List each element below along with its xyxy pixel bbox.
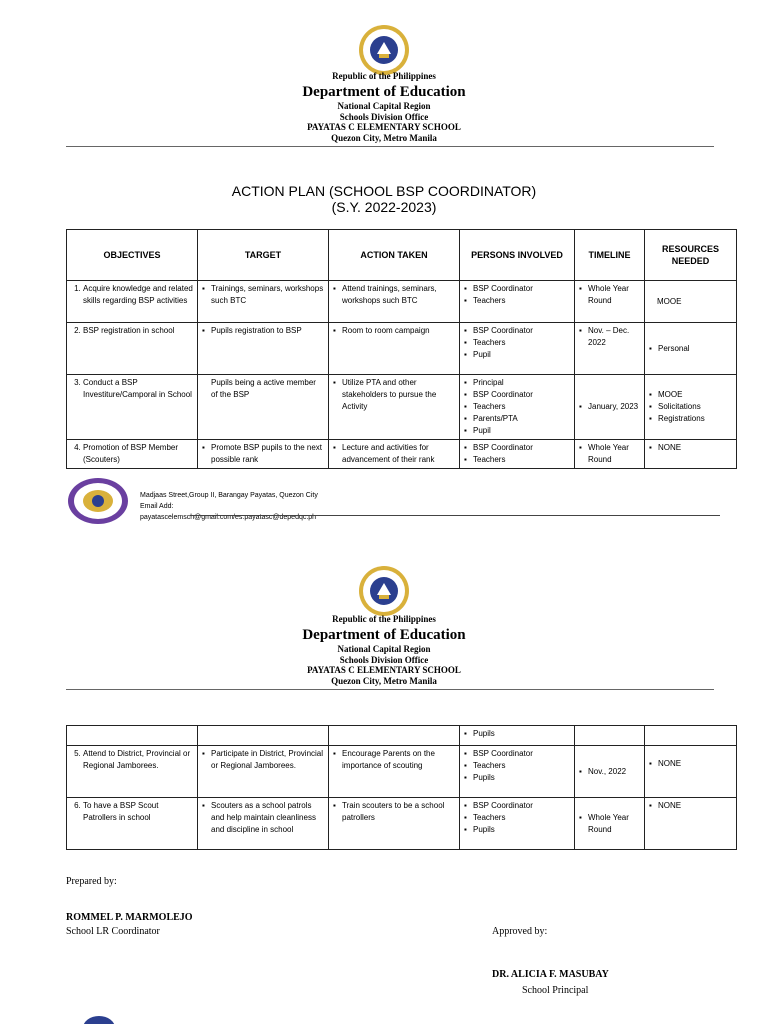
person-item: ▪ Principal xyxy=(464,377,570,389)
person-item: ▪ BSP Coordinator xyxy=(464,800,570,812)
col-persons-involved: PERSONS INVOLVED xyxy=(460,230,575,281)
header-region: National Capital Region xyxy=(337,644,431,654)
objective-text: 5. Attend to District, Provincial or Regional Jamborees. xyxy=(83,748,193,772)
person-item: ▪ BSP Coordinator xyxy=(464,325,570,337)
header-republic: Republic of the Philippines xyxy=(332,614,436,624)
person-item: ▪ Parents/PTA xyxy=(464,413,570,425)
col-action-taken: ACTION TAKEN xyxy=(329,230,460,281)
resource-text: MOOE xyxy=(657,296,682,306)
table-row xyxy=(67,375,737,440)
table-row xyxy=(67,726,737,746)
timeline-text: ▪ January, 2023 xyxy=(579,401,640,413)
footer-email-label: Email Add: xyxy=(140,503,174,510)
objective-text: 2. BSP registration in school xyxy=(83,325,193,337)
person-item: ▪ Teachers xyxy=(464,454,570,466)
resource-item: ▪ MOOE xyxy=(649,389,732,401)
deped-seal-logo xyxy=(358,24,410,76)
resource-item: ▪ Personal xyxy=(649,343,732,355)
target-text: ▪ Scouters as a school patrols and help maintain cleanliness and discipline in school xyxy=(202,800,324,836)
header-city: Quezon City, Metro Manila xyxy=(331,133,437,143)
table-row xyxy=(67,281,737,323)
timeline-text: ▪ Nov., 2022 xyxy=(579,766,640,778)
person-item: ▪ Pupil xyxy=(464,425,570,437)
col-resources-needed: RESOURCES NEEDED xyxy=(645,230,737,281)
person-item: ▪ Pupils xyxy=(464,772,570,784)
header-region: National Capital Region xyxy=(337,101,431,111)
table-header-row xyxy=(67,230,737,281)
prepared-by-label: Prepared by: xyxy=(66,876,117,887)
resource-item: ▪ NONE xyxy=(649,442,732,454)
objective-text: 3. Conduct a BSP Investiture/Camporal in School xyxy=(83,377,193,401)
resource-item: ▪ NONE xyxy=(649,800,732,812)
person-item: ▪ Teachers xyxy=(464,401,570,413)
col-objectives: OBJECTIVES xyxy=(67,230,198,281)
person-item: ▪ BSP Coordinator xyxy=(464,748,570,760)
table-row xyxy=(67,323,737,375)
plan-title: ACTION PLAN (SCHOOL BSP COORDINATOR) xyxy=(231,183,537,199)
person-item: ▪ Pupils xyxy=(464,728,570,740)
action-text: ▪ Room to room campaign xyxy=(333,325,455,337)
header-school: PAYATAS C ELEMENTARY SCHOOL xyxy=(307,122,461,132)
person-item: ▪ Teachers xyxy=(464,760,570,772)
person-item: ▪ Pupil xyxy=(464,349,570,361)
person-item: ▪ Pupils xyxy=(464,824,570,836)
action-text: ▪ Train scouters to be a school patrollers xyxy=(333,800,455,824)
action-text: ▪ Encourage Parents on the importance of scouting xyxy=(333,748,455,772)
resource-item: ▪ Solicitations xyxy=(649,401,732,413)
school-logo xyxy=(66,476,130,526)
table-row xyxy=(67,746,737,798)
header-department: Department of Education xyxy=(302,627,466,643)
objective-text: 4. Promotion of BSP Member (Scouters) xyxy=(83,442,193,466)
header-divider xyxy=(66,146,714,147)
school-logo-partial xyxy=(74,1014,124,1024)
target-text: ▪ Pupils registration to BSP xyxy=(202,325,324,337)
target-text: ▪ Participate in District, Provincial or Regional Jamborees. xyxy=(202,748,324,772)
action-plan-table-continued xyxy=(66,725,737,850)
deped-seal-logo xyxy=(358,565,410,617)
target-text: ▪ Promote BSP pupils to the next possible rank xyxy=(202,442,324,466)
resource-item: ▪ NONE xyxy=(649,758,732,770)
header-city: Quezon City, Metro Manila xyxy=(331,676,437,686)
preparer-name: ROMMEL P. MARMOLEJO xyxy=(66,912,193,923)
approved-by-label: Approved by: xyxy=(492,926,548,937)
resource-item: ▪ Registrations xyxy=(649,413,732,425)
header-republic: Republic of the Philippines xyxy=(332,71,436,81)
target-text: Pupils being a active member of the BSP xyxy=(211,378,316,399)
table-row xyxy=(67,798,737,850)
objective-text: 6. To have a BSP Scout Patrollers in school xyxy=(83,800,193,824)
header-school: PAYATAS C ELEMENTARY SCHOOL xyxy=(307,665,461,675)
action-text: ▪ Lecture and activities for advancement of their rank xyxy=(333,442,455,466)
approver-name: DR. ALICIA F. MASUBAY xyxy=(492,969,609,980)
target-text: ▪ Trainings, seminars, workshops such BTC xyxy=(202,283,324,307)
timeline-text: ▪ Nov. – Dec. 2022 xyxy=(579,325,640,349)
person-item: ▪ Teachers xyxy=(464,337,570,349)
footer-address: Madjaas Street,Group II, Barangay Payatas, Quezon City xyxy=(140,492,318,499)
person-item: ▪ BSP Coordinator xyxy=(464,389,570,401)
timeline-text: ▪ Whole Year Round xyxy=(579,283,640,307)
header-division: Schools Division Office xyxy=(339,655,429,665)
footer-email: payatascelemsch@gmail.com/es.payatasc@depedqc.ph xyxy=(140,514,317,521)
timeline-text: ▪ Whole Year Round xyxy=(579,812,640,836)
col-target: TARGET xyxy=(198,230,329,281)
header-divider xyxy=(66,689,714,690)
person-item: ▪ Teachers xyxy=(464,812,570,824)
preparer-title: School LR Coordinator xyxy=(66,926,160,937)
header-department: Department of Education xyxy=(302,84,466,100)
header-division: Schools Division Office xyxy=(339,112,429,122)
action-text: ▪ Attend trainings, seminars, workshops such BTC xyxy=(333,283,455,307)
person-item: ▪ Teachers xyxy=(464,295,570,307)
approver-title: School Principal xyxy=(522,985,589,996)
person-item: ▪ BSP Coordinator xyxy=(464,442,570,454)
col-timeline: TIMELINE xyxy=(575,230,645,281)
plan-school-year: (S.Y. 2022-2023) xyxy=(331,199,437,215)
action-text: ▪ Utilize PTA and other stakeholders to pursue the Activity xyxy=(333,377,455,413)
objective-text: 1. Acquire knowledge and related skills regarding BSP activities xyxy=(83,283,193,307)
table-row xyxy=(67,440,737,469)
person-item: ▪ BSP Coordinator xyxy=(464,283,570,295)
footer-divider xyxy=(190,515,720,516)
action-plan-table xyxy=(66,229,737,469)
timeline-text: ▪ Whole Year Round xyxy=(579,442,640,466)
